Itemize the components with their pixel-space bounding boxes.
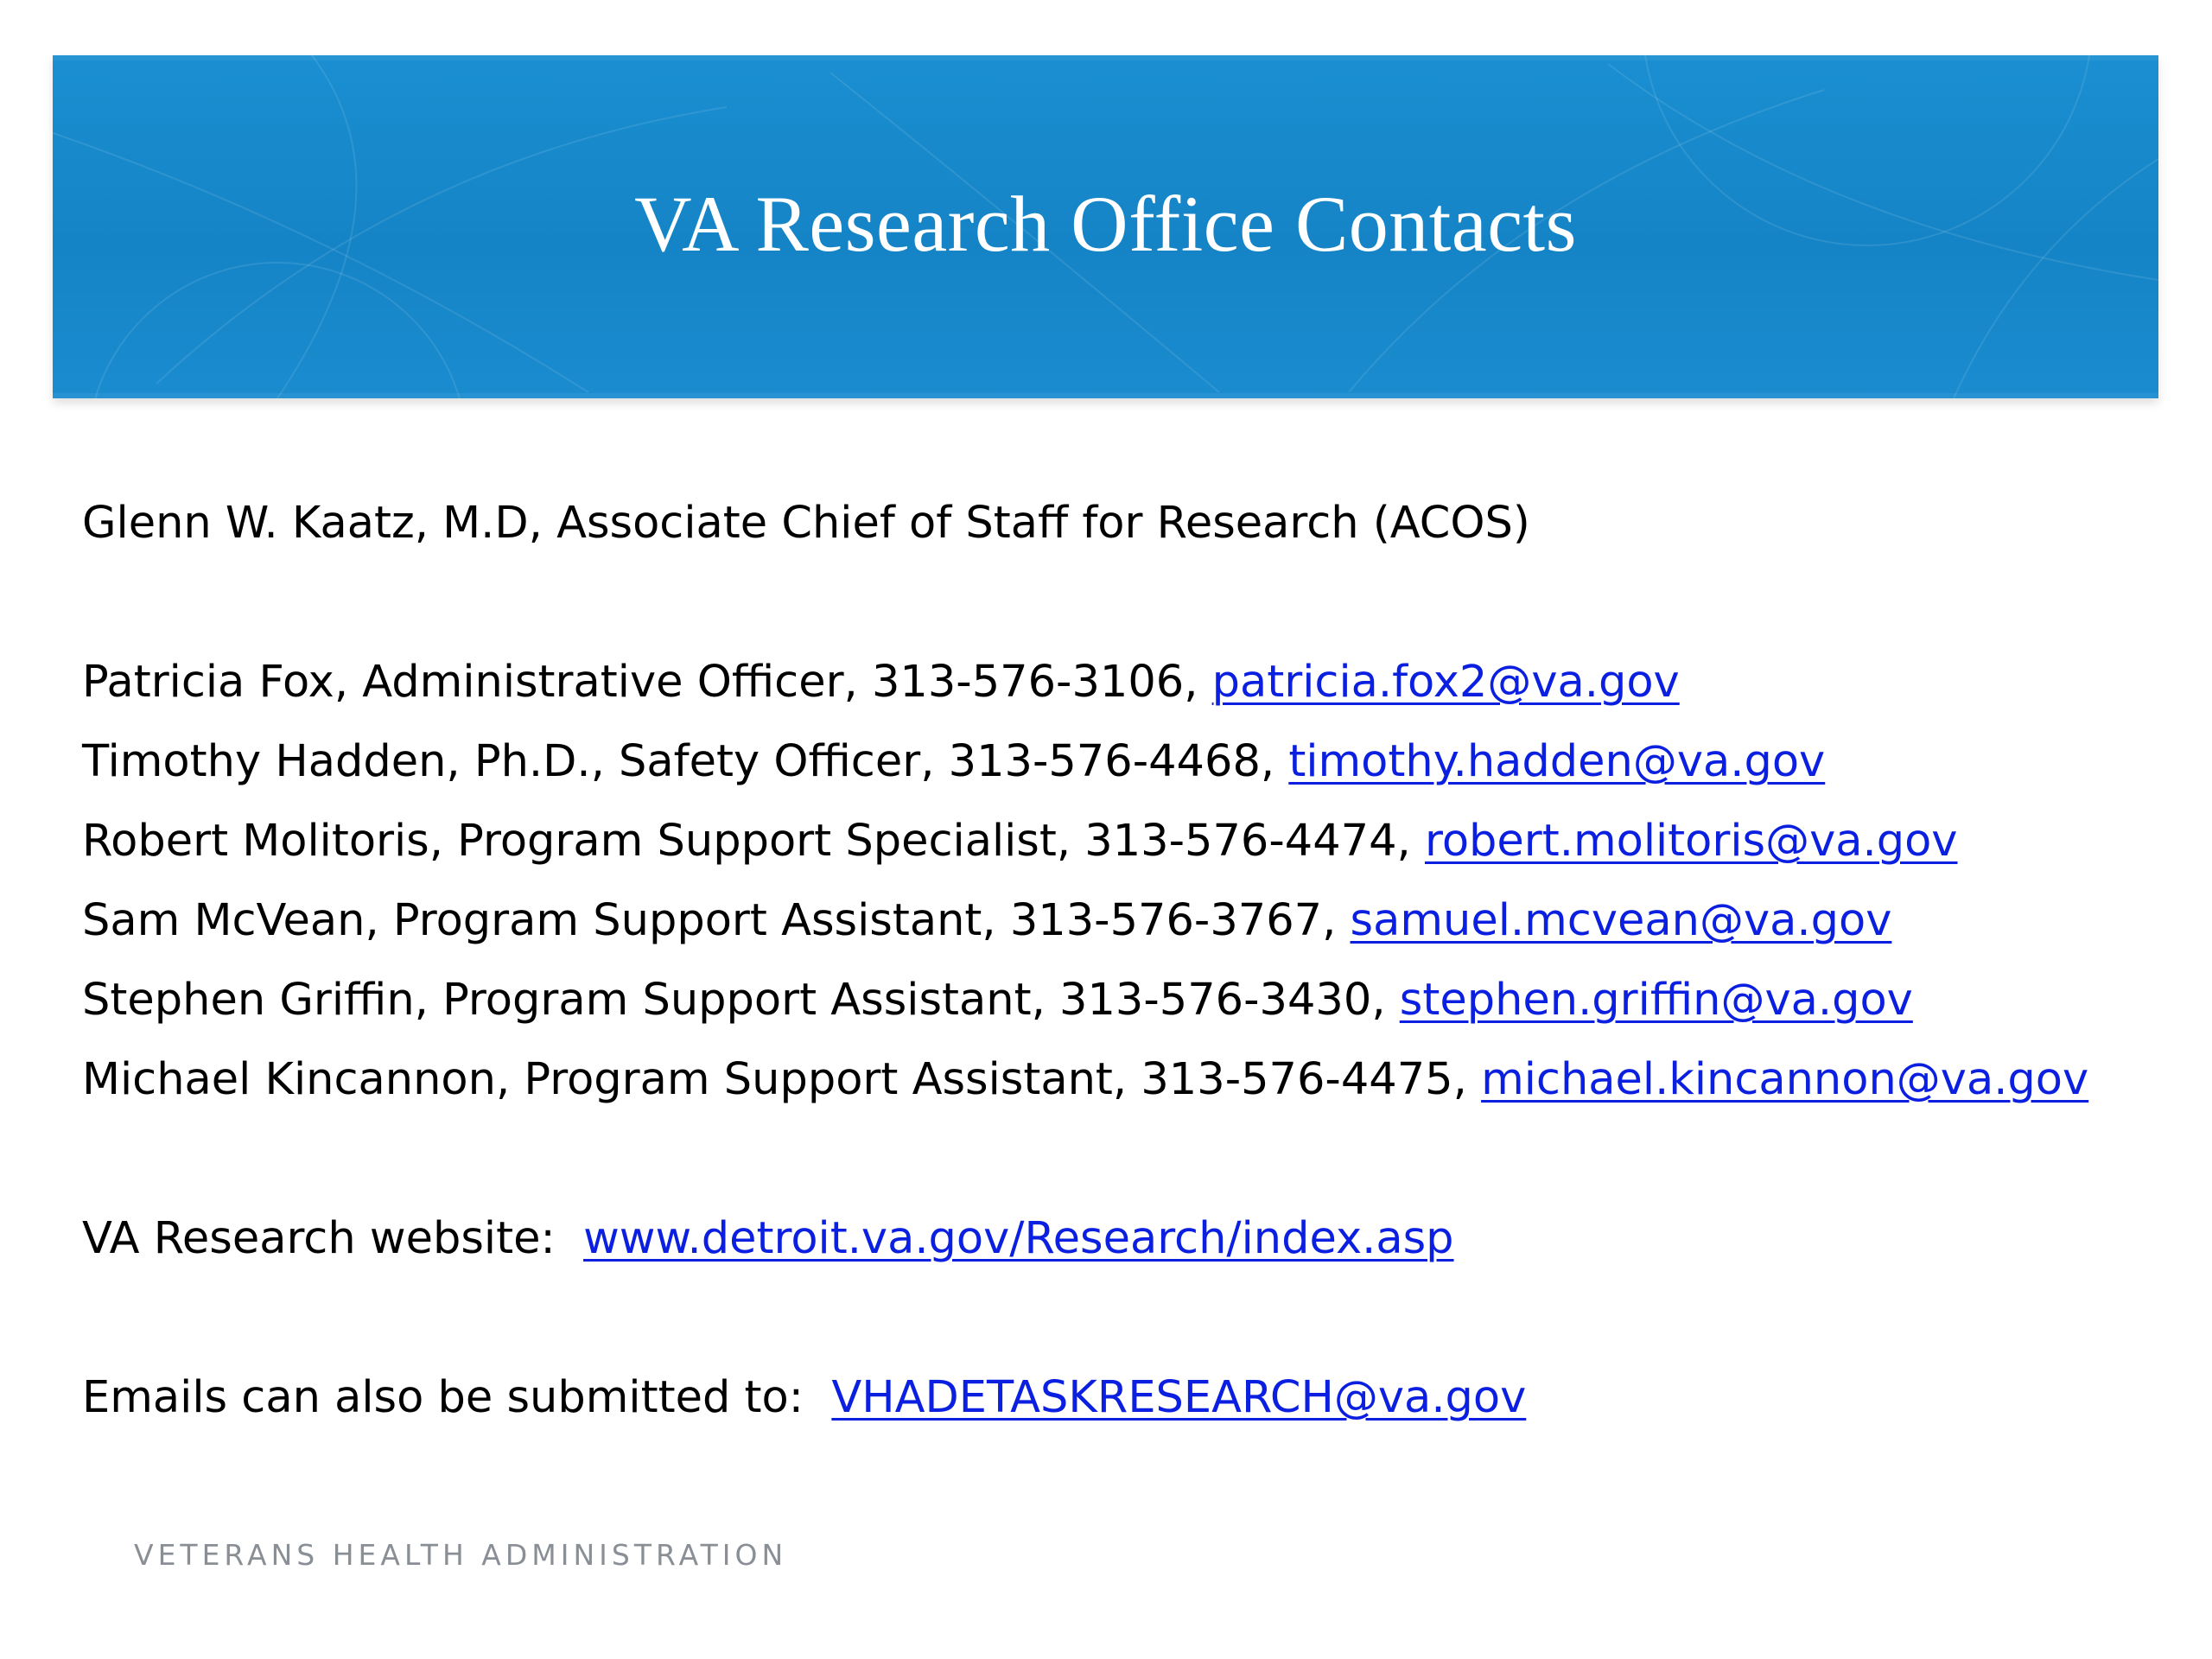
contact-details: Robert Molitoris, Program Support Specialist, 313-576-4474, [82,816,1425,867]
contact-list [82,484,2156,1438]
contact-email-link[interactable]: timothy.hadden@va.gov [1288,736,1826,787]
contact-row [82,722,2156,802]
footer-organization: VETERANS HEALTH ADMINISTRATION [134,1538,788,1572]
contact-row [82,643,2156,722]
contact-row [82,1040,2156,1120]
contact-email-link[interactable]: patricia.fox2@va.gov [1211,657,1680,708]
contact-details: Michael Kincannon, Program Support Assistant, 313-576-4475, [82,1054,1482,1105]
contact-email-link[interactable]: stephen.griffin@va.gov [1399,975,1913,1026]
submit-line [82,1358,2156,1438]
contact-row [82,881,2156,961]
contact-details: Timothy Hadden, Ph.D., Safety Officer, 313-576-4468, [82,736,1289,787]
submit-email-link[interactable]: VHADETASKRESEARCH@va.gov [831,1372,1527,1423]
contact-details: Sam McVean, Program Support Assistant, 313-576-3767, [82,895,1351,946]
website-line [82,1199,2156,1279]
website-label: VA Research website: [82,1213,584,1264]
title-banner [53,55,2158,398]
contact-email-link[interactable]: robert.molitoris@va.gov [1424,816,1958,867]
spacer [82,1279,2156,1358]
page-title: VA Research Office Contacts [634,179,1577,268]
contact-row [82,961,2156,1040]
website-link[interactable]: www.detroit.va.gov/Research/index.asp [583,1213,1454,1264]
contact-details: Patricia Fox, Administrative Officer, 313-576-3106, [82,657,1212,708]
submit-label: Emails can also be submitted to: [82,1372,832,1423]
acos-line: Glenn W. Kaatz, M.D, Associate Chief of Staff for Research (ACOS) [82,498,1530,549]
contact-email-link[interactable]: samuel.mcvean@va.gov [1350,895,1892,946]
spacer [82,1120,2156,1199]
spacer [82,563,2156,643]
contact-email-link[interactable]: michael.kincannon@va.gov [1481,1054,2089,1105]
contact-row [82,802,2156,881]
contact-details: Stephen Griffin, Program Support Assistant, 313-576-3430, [82,975,1400,1026]
